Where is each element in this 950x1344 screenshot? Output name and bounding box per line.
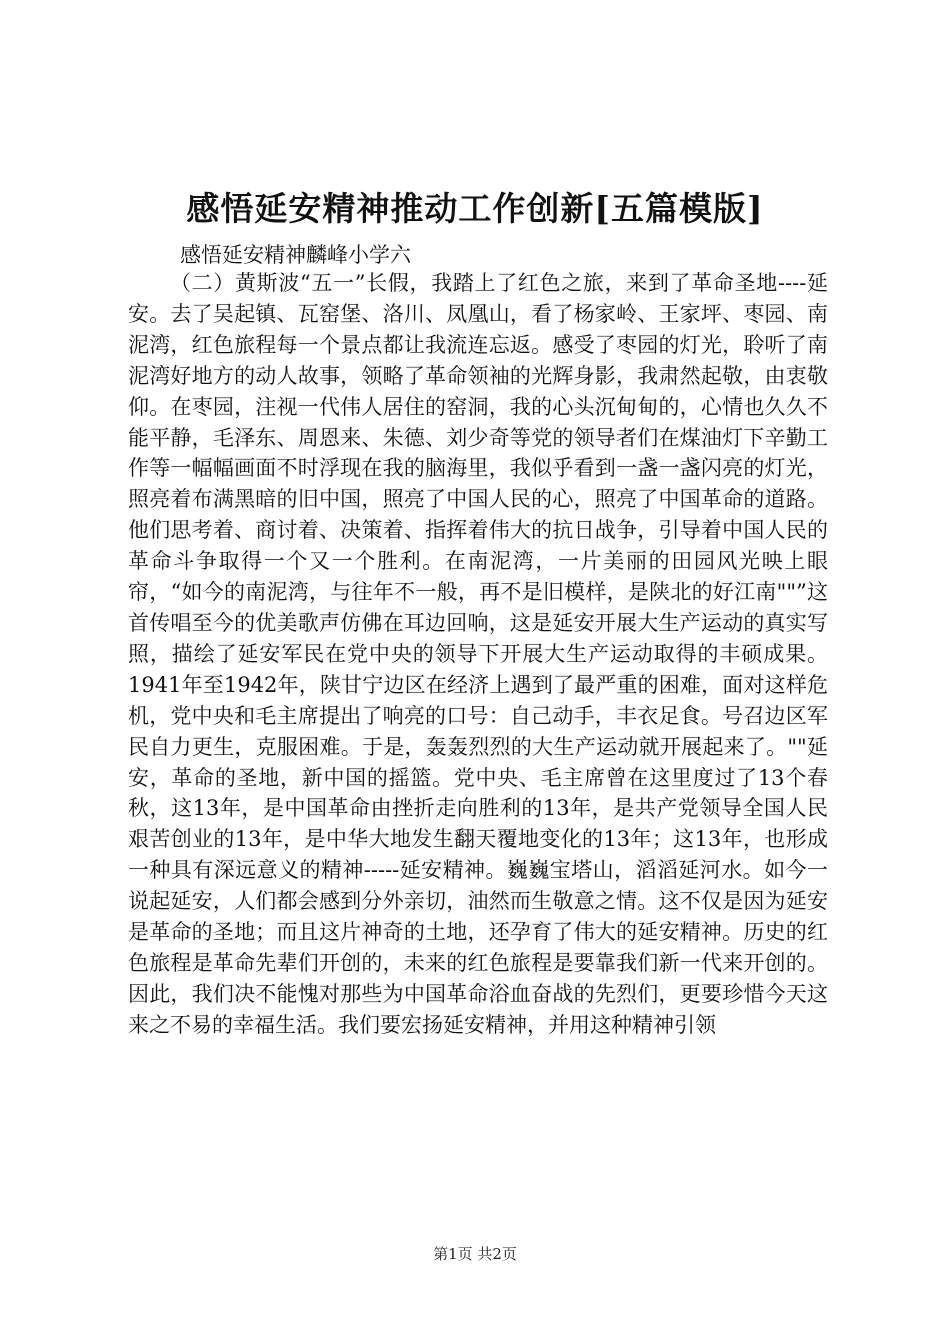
page-number: 第1页 共2页 xyxy=(433,1245,517,1263)
body-paragraph: （二）黄斯波“五一”长假，我踏上了红色之旅，来到了革命圣地----延安。去了吴起镇、瓦窑堡、洛川、凤凰山，看了杨家岭、王家坪、枣园、南泥湾，红色旅程每一个景点都让我流连忘返。感受了枣园的灯光，聆听了南泥湾好地方的动人故事，领略了革命领袖的光辉身影，我肃然起敬，由衷敬仰。在枣园，注视一代伟人居住的窑洞，我的心头沉甸甸的，心情也久久不能平静，毛泽东、周恩来、朱德、刘少奇等党的领导者们在煤油灯下辛勤工作等一幅幅画面不时浮现在我的脑海里，我似乎看到一盏一盏闪亮的灯光，照亮着布满黑暗的旧中国，照亮了中国人民的心，照亮了中国革命的道路。他们思考着、商讨着、决策着、指挥着伟大的抗日战争，引导着中国人民的革命斗争取得一个又一个胜利。在南泥湾，一片美丽的田园风光映上眼帘，“如今的南泥湾，与往年不一般，再不是旧模样，是陕北的好江南""”这首传唱至今的优美歌声仿佛在耳边回响，这是延安开展大生产运动的真实写照，描绘了延安军民在党中央的领导下开展大生产运动取得的丰硕成果。1941年至1942年，陕甘宁边区在经济上遇到了最严重的困难，面对这样危机，党中央和毛主席提出了响亮的口号：自己动手，丰衣足食。号召边区军民自力更生，克服困难。于是，轰轰烈烈的大生产运动就开展起来了。""延安，革命的圣地，新中国的摇篮。党中央、毛主席曾在这里度过了13个春秋，这13年，是中国革命由挫折走向胜利的13年，是共产党领导全国人民艰苦创业的13年，是中华大地发生翻天覆地变化的13年；这13年，也形成一种具有深远意义的精神-----延安精神。巍巍宝塔山，滔滔延河水。如今一说起延安，人们都会感到分外亲切，油然而生敬意之情。这不仅是因为延安是革命的圣地；而且这片神奇的土地，还孕育了伟大的延安精神。历史的红色旅程是革命先辈们开创的，未来的红色旅程是要靠我们新一代来开创的。因此，我们决不能愧对那些为中国革命浴血奋战的先烈们，更要珍惜今天这来之不易的幸福生活。我们要宏扬延安精神，并用这种精神引领 xyxy=(128,271,828,1037)
document-subtitle: 感悟延安精神麟峰小学六 xyxy=(180,243,411,267)
document-title: 感悟延安精神推动工作创新[五篇模版] xyxy=(186,189,764,228)
